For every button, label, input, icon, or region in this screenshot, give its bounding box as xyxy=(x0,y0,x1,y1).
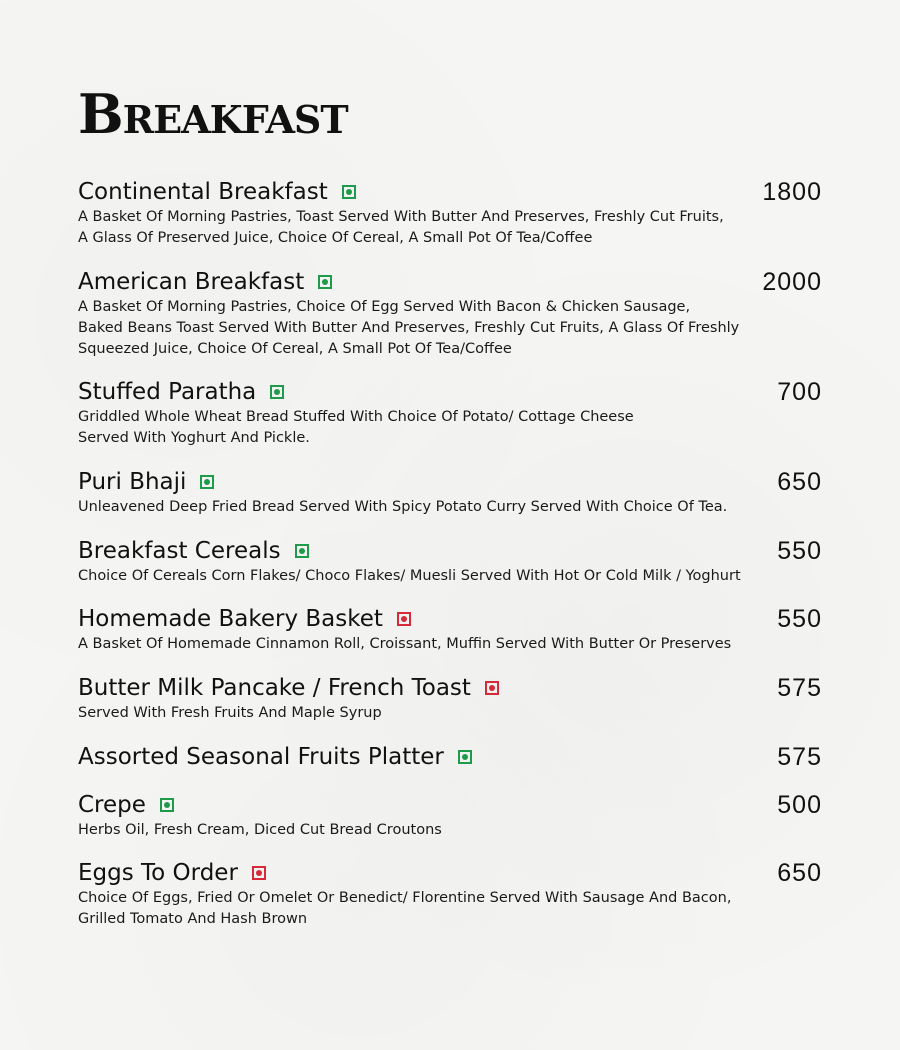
veg-symbol-icon xyxy=(342,185,356,199)
menu-item-header xyxy=(78,178,822,206)
menu-item xyxy=(78,791,822,841)
nonveg-symbol-icon xyxy=(397,612,411,626)
veg-symbol-icon xyxy=(295,544,309,558)
veg-symbol-icon xyxy=(160,798,174,812)
veg-symbol-icon xyxy=(200,475,214,489)
veg-symbol-icon xyxy=(318,275,332,289)
menu-item-name-text: Breakfast Cereals xyxy=(78,538,281,564)
menu-item xyxy=(78,468,822,518)
menu-item-name-text: Stuffed Paratha xyxy=(78,379,257,405)
menu-item-header xyxy=(78,537,822,565)
menu-item-price: 650 xyxy=(777,468,822,496)
menu-item-header xyxy=(78,743,822,771)
menu-item-description-line: Grilled Tomato And Hash Brown xyxy=(78,911,308,927)
menu-item-header xyxy=(78,378,822,406)
menu-item xyxy=(78,268,822,360)
menu-item-header xyxy=(78,268,822,296)
menu-item-price: 2000 xyxy=(762,268,822,296)
menu-item-name-text: Butter Milk Pancake / French Toast xyxy=(78,675,471,701)
menu-item-description-line: Baked Beans Toast Served With Butter And Preserves, Freshly Cut Fruits, A Glass Of Freshly xyxy=(78,320,740,336)
menu-item xyxy=(78,743,822,771)
menu-item-description-line: Choice Of Eggs, Fried Or Omelet Or Benedict/ Florentine Served With Sausage And Bacon, xyxy=(78,890,732,906)
menu-item-description-line: Herbs Oil, Fresh Cream, Diced Cut Bread Croutons xyxy=(78,822,442,838)
menu-item-name-text: Eggs To Order xyxy=(78,860,238,886)
menu-item-name xyxy=(78,605,411,633)
menu-item xyxy=(78,178,822,249)
menu-item-name-text: Continental Breakfast xyxy=(78,179,328,205)
menu-item-description-line: Squeezed Juice, Choice Of Cereal, A Small Pot Of Tea/Coffee xyxy=(78,341,512,357)
menu-item-price: 650 xyxy=(777,859,822,887)
menu-item-header xyxy=(78,674,822,702)
menu-item-name xyxy=(78,468,214,496)
menu-item-name-text: Assorted Seasonal Fruits Platter xyxy=(78,744,444,770)
menu-item-description xyxy=(78,703,822,724)
menu-item xyxy=(78,605,822,655)
menu-item-price: 700 xyxy=(777,378,822,406)
nonveg-symbol-icon xyxy=(485,681,499,695)
menu-item-description xyxy=(78,407,822,449)
menu-item-price: 575 xyxy=(777,674,822,702)
menu-item-description-line: Unleavened Deep Fried Bread Served With Spicy Potato Curry Served With Choice Of Tea. xyxy=(78,499,728,515)
menu-item-name xyxy=(78,178,356,206)
menu-item-description-line: Griddled Whole Wheat Bread Stuffed With Choice Of Potato/ Cottage Cheese xyxy=(78,409,634,425)
menu-item-name xyxy=(78,537,309,565)
menu-item-name xyxy=(78,791,174,819)
menu-item-description-line: Served With Yoghurt And Pickle. xyxy=(78,430,310,446)
nonveg-symbol-icon xyxy=(252,866,266,880)
menu-item-header xyxy=(78,605,822,633)
menu-item-description-line: A Basket Of Morning Pastries, Choice Of Egg Served With Bacon & Chicken Sausage, xyxy=(78,299,691,315)
menu-item-description-line: A Basket Of Homemade Cinnamon Roll, Croissant, Muffin Served With Butter Or Preserves xyxy=(78,636,732,652)
menu-item-price: 550 xyxy=(777,537,822,565)
menu-item-description-line: A Glass Of Preserved Juice, Choice Of Cereal, A Small Pot Of Tea/Coffee xyxy=(78,230,593,246)
menu-item xyxy=(78,537,822,587)
menu-item-name xyxy=(78,674,499,702)
menu-item-name xyxy=(78,268,332,296)
menu-item-header xyxy=(78,468,822,496)
menu-item-name-text: Puri Bhaji xyxy=(78,469,187,495)
menu-item-name xyxy=(78,378,284,406)
menu-item-description xyxy=(78,888,822,930)
menu-item-description xyxy=(78,820,822,841)
menu-item-description xyxy=(78,566,822,587)
menu-item-name-text: American Breakfast xyxy=(78,269,305,295)
menu-item-description-line: Served With Fresh Fruits And Maple Syrup xyxy=(78,705,382,721)
menu-item-description xyxy=(78,634,822,655)
menu-item-name xyxy=(78,743,472,771)
menu-item-description xyxy=(78,497,822,518)
menu-item xyxy=(78,859,822,930)
menu-item xyxy=(78,378,822,449)
menu-item-header xyxy=(78,859,822,887)
menu-item-price: 550 xyxy=(777,605,822,633)
menu-item-description-line: Choice Of Cereals Corn Flakes/ Choco Flakes/ Muesli Served With Hot Or Cold Milk / Yoghurt xyxy=(78,568,741,584)
veg-symbol-icon xyxy=(270,385,284,399)
menu-item-price: 575 xyxy=(777,743,822,771)
menu-item-description-line: A Basket Of Morning Pastries, Toast Served With Butter And Preserves, Freshly Cut Fruits, xyxy=(78,209,724,225)
menu-item-name-text: Homemade Bakery Basket xyxy=(78,606,383,632)
menu-item-description xyxy=(78,297,822,360)
menu-item xyxy=(78,674,822,724)
menu-item-description xyxy=(78,207,822,249)
menu-item-price: 1800 xyxy=(762,178,822,206)
page-title: Breakfast xyxy=(78,82,348,146)
menu-item-name xyxy=(78,859,266,887)
veg-symbol-icon xyxy=(458,750,472,764)
menu-item-name-text: Crepe xyxy=(78,792,146,818)
menu-page xyxy=(78,0,822,1050)
menu-item-header xyxy=(78,791,822,819)
menu-item-price: 500 xyxy=(777,791,822,819)
